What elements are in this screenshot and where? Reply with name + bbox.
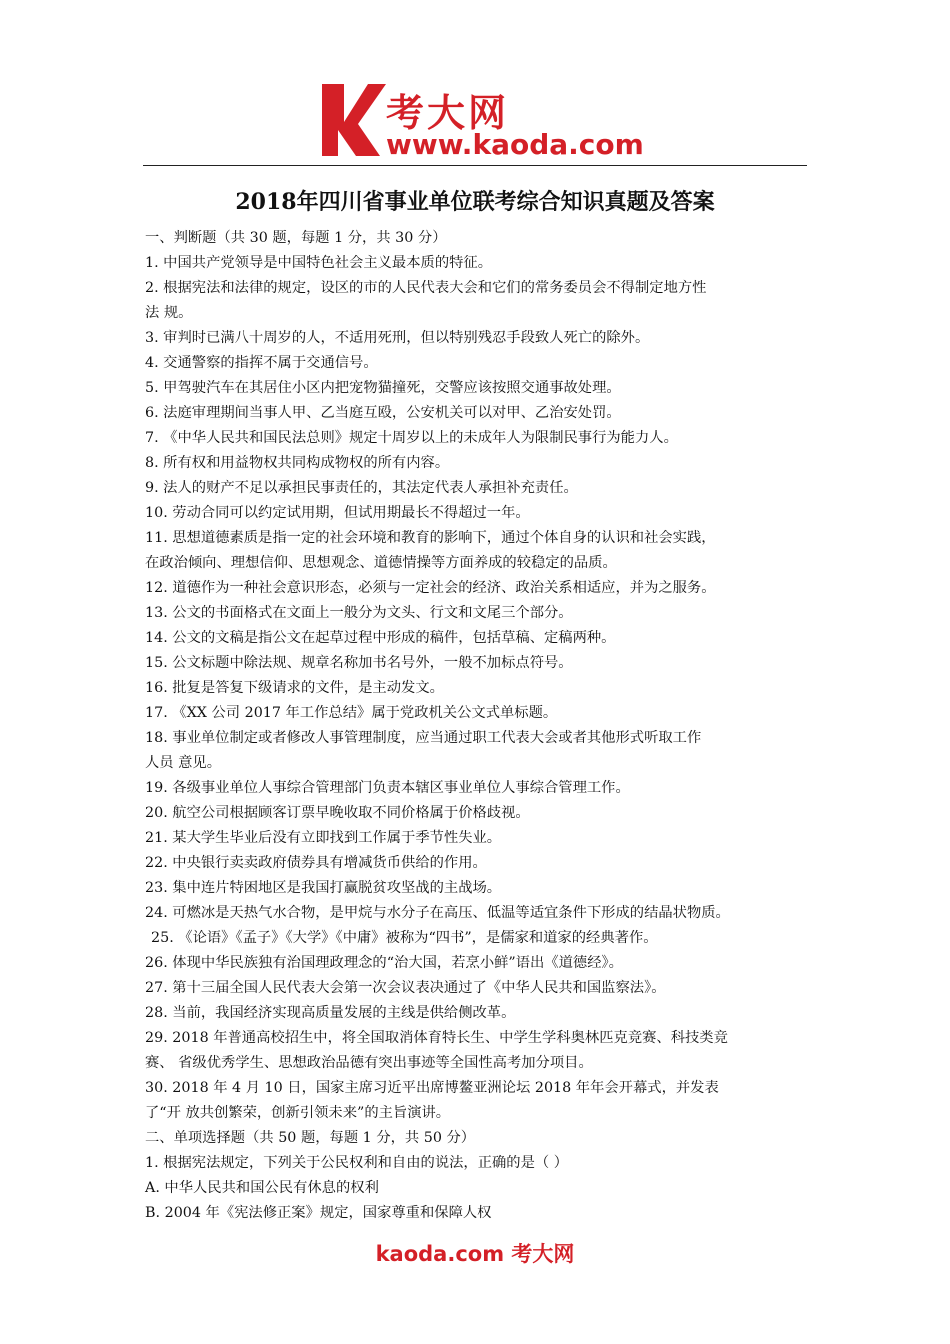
text-line: 12. 道德作为一种社会意识形态，必须与一定社会的经济、政治关系相适应，并为之服务。: [145, 580, 716, 596]
document-title: 2018年四川省事业单位联考综合知识真题及答案: [235, 189, 715, 215]
text-line: 18. 事业单位制定或者修改人事管理制度，应当通过职工代表大会或者其他形式听取工作: [145, 730, 702, 746]
text-line: 26. 体现中华民族独有治国理政理念的“治大国，若烹小鲜”语出《道德经》。: [145, 955, 623, 971]
text-line: 22. 中央银行卖卖政府债券具有增减货币供给的作用。: [145, 855, 487, 871]
text-line: 5. 甲驾驶汽车在其居住小区内把宠物猫撞死，交警应该按照交通事故处理。: [145, 380, 621, 396]
text-line: 15. 公文标题中除法规、规章名称加书名号外，一般不加标点符号。: [145, 655, 573, 671]
text-line: 24. 可燃冰是天热气水合物，是甲烷与水分子在高压、低温等适宜条件下形成的结晶状物质。: [145, 905, 730, 921]
document-body: [145, 226, 825, 1226]
text-line: 30. 2018 年 4 月 10 日，国家主席习近平出席博鳌亚洲论坛 2018 年年会开幕式，并发表: [145, 1080, 719, 1096]
text-line: 人员 意见。: [145, 755, 222, 771]
text-line: 19. 各级事业单位人事综合管理部门负责本辖区事业单位人事综合管理工作。: [145, 780, 630, 796]
section-heading: 一、判断题（共 30 题，每题 1 分，共 30 分）: [145, 230, 447, 246]
kaoda-logo[interactable]: [318, 78, 648, 162]
text-line: 25. 《论语》《孟子》《大学》《中庸》被称为“四书”，是儒家和道家的经典著作。: [151, 930, 658, 946]
header-divider: [143, 165, 807, 166]
text-line: 14. 公文的文稿是指公文在起草过程中形成的稿件，包括草稿、定稿两种。: [145, 630, 616, 646]
text-line: 11. 思想道德素质是指一定的社会环境和教育的影响下，通过个体自身的认识和社会实践，: [145, 530, 716, 546]
text-line: A. 中华人民共和国公民有休息的权利: [145, 1180, 379, 1196]
text-line: 赛、 省级优秀学生、思想政治品德有突出事迹等全国性高考加分项目。: [145, 1055, 593, 1071]
text-line: 10. 劳动合同可以约定试用期，但试用期最长不得超过一年。: [145, 505, 530, 521]
text-line: 1. 中国共产党领导是中国特色社会主义最本质的特征。: [145, 255, 493, 271]
text-line: B. 2004 年《宪法修正案》规定，国家尊重和保障人权: [145, 1205, 492, 1221]
text-line: 17. 《XX 公司 2017 年工作总结》属于党政机关公文式单标题。: [145, 705, 558, 721]
text-line: 21. 某大学生毕业后没有立即找到工作属于季节性失业。: [145, 830, 502, 846]
logo-url-text: www.kaoda.com: [386, 128, 644, 161]
text-line: 1. 根据宪法规定，下列关于公民权利和自由的说法，正确的是（ ）: [145, 1155, 569, 1171]
text-line: 23. 集中连片特困地区是我国打赢脱贫攻坚战的主战场。: [145, 880, 502, 896]
text-line: 了“开 放共创繁荣，创新引领未来”的主旨演讲。: [145, 1105, 451, 1121]
text-line: 在政治倾向、理想信仰、思想观念、道德情操等方面养成的较稳定的品质。: [145, 555, 617, 571]
logo-chinese-text: 考大网: [386, 91, 510, 135]
text-line: 29. 2018 年普通高校招生中，将全国取消体育特长生、中学生学科奥林匹克竞赛、科技类竞: [145, 1030, 728, 1046]
text-line: 28. 当前，我国经济实现高质量发展的主线是供给侧改革。: [145, 1005, 516, 1021]
text-line: 16. 批复是答复下级请求的文件，是主动发文。: [145, 680, 444, 696]
text-line: 9. 法人的财产不足以承担民事责任的，其法定代表人承担补充责任。: [145, 480, 578, 496]
text-line: 6. 法庭审理期间当事人甲、乙当庭互殴，公安机关可以对甲、乙治安处罚。: [145, 405, 621, 421]
section-heading: 二、单项选择题（共 50 题，每题 1 分，共 50 分）: [145, 1130, 476, 1146]
text-line: 3. 审判时已满八十周岁的人，不适用死刑，但以特别残忍手段致人死亡的除外。: [145, 330, 650, 346]
text-line: 7. 《中华人民共和国民法总则》规定十周岁以上的未成年人为限制民事行为能力人。: [145, 430, 678, 446]
text-line: 2. 根据宪法和法律的规定，设区的市的人民代表大会和它们的常务委员会不得制定地方性: [145, 280, 707, 296]
footer-site-link[interactable]: kaoda.com 考大网: [375, 1242, 575, 1266]
text-line: 法 规。: [145, 305, 193, 321]
text-line: 13. 公文的书面格式在文面上一般分为文头、行文和文尾三个部分。: [145, 605, 573, 621]
text-line: 4. 交通警察的指挥不属于交通信号。: [145, 355, 378, 371]
logo-k-icon: [318, 78, 388, 160]
text-line: 27. 第十三届全国人民代表大会第一次会议表决通过了《中华人民共和国监察法》。: [145, 980, 666, 996]
text-line: 20. 航空公司根据顾客订票早晚收取不同价格属于价格歧视。: [145, 805, 530, 821]
text-line: 8. 所有权和用益物权共同构成物权的所有内容。: [145, 455, 450, 471]
